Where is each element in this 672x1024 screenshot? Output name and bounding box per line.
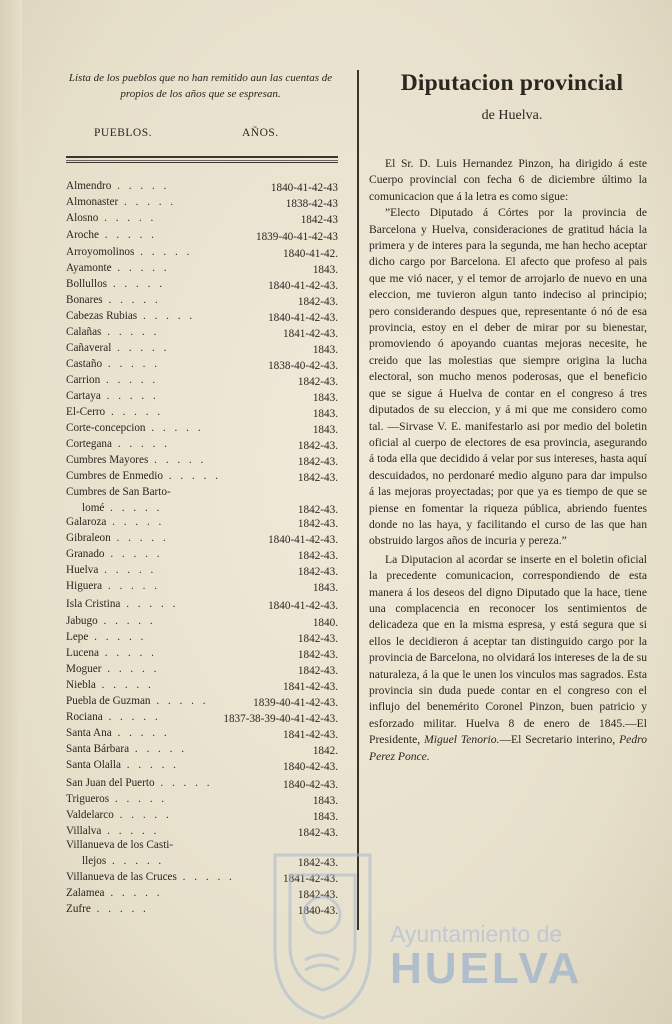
- years-value: 1842-43.: [297, 376, 338, 388]
- town-name-part: lomé: [82, 502, 105, 514]
- town-name: Santa Olalla: [66, 759, 121, 771]
- years-value: 1840.: [312, 617, 338, 629]
- town-name: Gibraleon: [66, 532, 111, 544]
- years-value: 1842-43.: [297, 633, 338, 645]
- paragraph-3: [369, 552, 647, 765]
- years-value: 1842-43.: [297, 550, 338, 562]
- town-name: Castaño: [66, 358, 103, 370]
- town-name: Villalva: [66, 825, 102, 837]
- town-name: Arroyomolinos: [66, 246, 135, 258]
- town-name: Alosno: [66, 212, 99, 224]
- leader-dots: . . . . .: [98, 212, 157, 224]
- years-value: 1839-40-41-42-43.: [253, 697, 338, 709]
- leader-dots: . . . . .: [101, 825, 160, 837]
- years-value: 1843.: [312, 582, 338, 594]
- leader-dots: . . . . .: [102, 358, 161, 370]
- years-value: 1840-41-42-43.: [268, 280, 338, 292]
- page-spine: [0, 0, 22, 1024]
- article-title: Diputacion provincial: [400, 70, 624, 96]
- town-name: Rociana: [66, 711, 103, 723]
- town-name: Cumbres de San Barto-: [66, 486, 171, 498]
- town-name: Cortegana: [66, 438, 112, 450]
- leader-dots: . . . . .: [95, 679, 154, 691]
- header-pueblos: PUEBLOS.: [94, 127, 152, 139]
- leader-dots: . . . . .: [129, 743, 188, 755]
- years-value: 1842-43.: [297, 472, 338, 484]
- secretary-label: —El Secretario interino,: [499, 733, 620, 747]
- leader-dots: . . . . .: [98, 564, 157, 576]
- signature-secretary: Pedro Perez Ponce.: [369, 733, 647, 763]
- years-value: 1843.: [312, 264, 338, 276]
- town-name: Huelva: [66, 564, 99, 576]
- town-name: Puebla de Guzman: [66, 695, 151, 707]
- town-name: Almendro: [66, 180, 112, 192]
- years-value: 1840-41-42-43: [270, 182, 338, 194]
- years-value: 1842-43.: [297, 518, 338, 530]
- town-name: Villanueva de los Casti-: [66, 839, 174, 851]
- town-name: Isla Cristina: [66, 598, 121, 610]
- leader-dots: . . . . .: [102, 580, 161, 592]
- town-name: Zufre: [66, 903, 91, 915]
- leader-dots: . . . . .: [120, 598, 179, 610]
- years-value: 1842-43.: [297, 827, 338, 839]
- years-value: 1841-42-43.: [283, 681, 338, 693]
- town-name: Cumbres de Enmedio: [66, 470, 163, 482]
- years-value: 1843.: [312, 408, 338, 420]
- years-value: 1837-38-39-40-41-42-43.: [223, 713, 338, 725]
- leader-dots: . . . . .: [113, 809, 172, 821]
- leader-dots: . . . . .: [111, 180, 170, 192]
- leader-dots: . . . . .: [97, 615, 156, 627]
- watermark-line-1: Ayuntamiento de: [390, 921, 563, 947]
- leader-dots: . . . . .: [101, 326, 160, 338]
- leader-dots: . . . . .: [118, 196, 177, 208]
- leader-dots: . . . . .: [104, 502, 163, 514]
- leader-dots: . . . . .: [111, 262, 170, 274]
- town-name: Carrion: [66, 374, 101, 386]
- article-body: [369, 156, 647, 765]
- years-value: 1838-42-43: [285, 198, 338, 210]
- town-name-continued: [82, 502, 162, 514]
- town-name: El-Cerro: [66, 406, 106, 418]
- watermark-line-2: HUELVA: [390, 944, 583, 993]
- years-value: 1843.: [312, 795, 338, 807]
- town-name: Bollullos: [66, 278, 108, 290]
- paragraph-3-text: La Diputacion al acordar se inserte en el boletin oficial la precedente comunicacion, correspondiendo de esta manera á los deseos del digno Diputado que la hace, tiene una complacencia en reconocer los sentimientos de delicadeza que en la misma espresa, y está segura que si ellos le decidieron á aceptar tan distinguido cargo por la provincia de Barcelona, no olvidará los intereses de la de su naturaleza, á la que le unen los vinculos mas sagrados. Esta provincia sin duda puede contar en el congreso con el influjo del benemérito Coronel Pinzon, buen patricio y esforzado militar. Huelva 8 de enero de 1845.—El Presidente,: [369, 552, 647, 747]
- town-name: Almonaster: [66, 196, 119, 208]
- leader-dots: . . . . .: [105, 406, 164, 418]
- years-value: 1841-42-43.: [283, 328, 338, 340]
- town-name: Cabezas Rubias: [66, 310, 138, 322]
- leader-dots: . . . . .: [176, 871, 235, 883]
- years-value: 1843.: [312, 424, 338, 436]
- town-name: Bonares: [66, 294, 103, 306]
- leader-dots: . . . . .: [107, 278, 165, 290]
- header-rule-thin: [66, 160, 338, 161]
- leader-dots: . . . . .: [98, 647, 157, 659]
- town-name: Cumbres Mayores: [66, 454, 149, 466]
- years-value: 1842-43.: [297, 889, 338, 901]
- leader-dots: . . . . .: [98, 229, 157, 241]
- town-name: Aroche: [66, 229, 99, 241]
- leader-dots: . . . . .: [134, 246, 193, 258]
- leader-dots: . . . . .: [100, 390, 159, 402]
- years-value: 1841-42-43.: [283, 729, 338, 741]
- town-name: Cañaveral: [66, 342, 112, 354]
- town-name: Trigueros: [66, 793, 110, 805]
- header-anos: AÑOS.: [242, 127, 279, 139]
- leader-dots: . . . . .: [106, 855, 165, 867]
- town-name: Calañas: [66, 326, 102, 338]
- town-name: Ayamonte: [66, 262, 112, 274]
- column-divider: [357, 70, 359, 930]
- years-value: 1840-41-42-43.: [268, 534, 338, 546]
- leader-dots: . . . . .: [111, 438, 170, 450]
- leader-dots: . . . . .: [104, 548, 163, 560]
- town-name: Granado: [66, 548, 105, 560]
- town-name-part: llejos: [82, 855, 107, 867]
- leader-dots: . . . . .: [104, 887, 163, 899]
- town-name: Moguer: [66, 663, 102, 675]
- town-name: Cartaya: [66, 390, 101, 402]
- town-name: Santa Ana: [66, 727, 112, 739]
- leader-dots: . . . . .: [137, 310, 196, 322]
- leader-dots: . . . . .: [150, 695, 209, 707]
- leader-dots: . . . . .: [111, 342, 170, 354]
- signature-president: Miguel Tenorio.: [424, 733, 500, 747]
- leader-dots: . . . . .: [90, 903, 149, 915]
- town-name: Valdelarco: [66, 809, 114, 821]
- years-value: 1842-43.: [297, 440, 338, 452]
- years-value: 1840-42-43.: [283, 761, 338, 773]
- years-value: 1842-43.: [297, 857, 338, 869]
- years-value: 1843.: [312, 392, 338, 404]
- years-value: 1840-42-43.: [283, 779, 338, 791]
- leader-dots: . . . . .: [102, 294, 161, 306]
- leader-dots: . . . . .: [111, 727, 170, 739]
- leader-dots: . . . . .: [88, 631, 147, 643]
- years-value: 1842-43.: [297, 566, 338, 578]
- years-value: 1843.: [312, 344, 338, 356]
- town-name: Higuera: [66, 580, 103, 592]
- years-value: 1840-41-42-43.: [268, 600, 338, 612]
- article-subtitle: de Huelva.: [481, 108, 543, 123]
- years-value: 1842-43.: [297, 665, 338, 677]
- leader-dots: . . . . .: [121, 759, 179, 771]
- leader-dots: . . . . .: [154, 777, 213, 789]
- years-value: 1838-40-42-43.: [268, 360, 338, 372]
- leader-dots: . . . . .: [162, 470, 221, 482]
- leader-dots: . . . . .: [148, 454, 207, 466]
- town-name: Galaroza: [66, 516, 107, 528]
- town-name: Corte-concepcion: [66, 422, 146, 434]
- years-value: 1839-40-41-42-43: [255, 231, 338, 243]
- town-name: Lepe: [66, 631, 89, 643]
- paragraph-1: El Sr. D. Luis Hernandez Pinzon, ha dirigido á este Cuerpo provincial con fecha 6 de diciembre último la comunicacion que á la letra es como sigue:: [369, 157, 647, 203]
- years-value: 1842-43: [300, 214, 338, 226]
- town-name: Villanueva de las Cruces: [66, 871, 177, 883]
- years-value: 1842-43.: [297, 504, 338, 516]
- town-name: Zalamea: [66, 887, 105, 899]
- years-value: 1840-43.: [297, 905, 338, 917]
- years-value: 1842.: [312, 745, 338, 757]
- town-name: Lucena: [66, 647, 99, 659]
- years-value: 1841-42-43.: [283, 873, 338, 885]
- years-value: 1843.: [312, 811, 338, 823]
- leader-dots: . . . . .: [110, 532, 169, 544]
- leader-dots: . . . . .: [145, 422, 204, 434]
- paragraph-2: ”Electo Diputado á Córtes por la provincia de Barcelona y Huelva, consideraciones de gratitud hácia la primera y de interes para la segunda, me han hecho aceptar dicho cargo por Barcelona. El afecto que profeso al pais que me vió nacer, y el temor de arrojarlo de nuevo en una eleccion, me tuvieron algun tanto indeciso al principio; pero considerando despues que, representante ó nó de esa provincia, estoy en el deber de mirar por su bienestar, promoviendo ó apoyando cuantas mejoras necesite, he creido que las molestias que siempre origina la lucha electoral, son mucho menos poderosas, que el beneficio que se sigue á Huelva de contar en el congreso á tres diputados de su eleccion, y á mi que me considero como tal. —Sirvase V. E. manifestarlo asi por medio del boletin oficial al cuerpo de electores de esa provincia, asegurando á toda ella que decidido á velar por sus intereses, hasta aquí descuidados, no perdonaré medio alguno para dar impulso á las mejoras proyectadas; por que ya es tiempo de que se piense en fomentar la riqueza pública, abriendo fuentes donde no las haya, y facilitando el curso de las que han obstruido largos años de incuria y pereza.”: [369, 206, 647, 548]
- years-value: 1840-41-42.: [283, 248, 338, 260]
- town-name: San Juan del Puerto: [66, 777, 155, 789]
- town-name: Santa Bárbara: [66, 743, 130, 755]
- leader-dots: . . . . .: [101, 663, 160, 675]
- years-value: 1840-41-42-43.: [268, 312, 338, 324]
- leader-dots: . . . . .: [109, 793, 168, 805]
- years-value: 1842-43.: [297, 456, 338, 468]
- leader-dots: . . . . .: [102, 711, 161, 723]
- town-name: Niebla: [66, 679, 96, 691]
- town-name-continued: [82, 855, 164, 867]
- leader-dots: . . . . .: [100, 374, 159, 386]
- leader-dots: . . . . .: [106, 516, 165, 528]
- town-name: Jabugo: [66, 615, 98, 627]
- years-value: 1842-43.: [297, 649, 338, 661]
- years-value: 1842-43.: [297, 296, 338, 308]
- list-intro: Lista de los pueblos que no han remitido aun las cuentas de propios de los años que se espresan.: [68, 72, 333, 100]
